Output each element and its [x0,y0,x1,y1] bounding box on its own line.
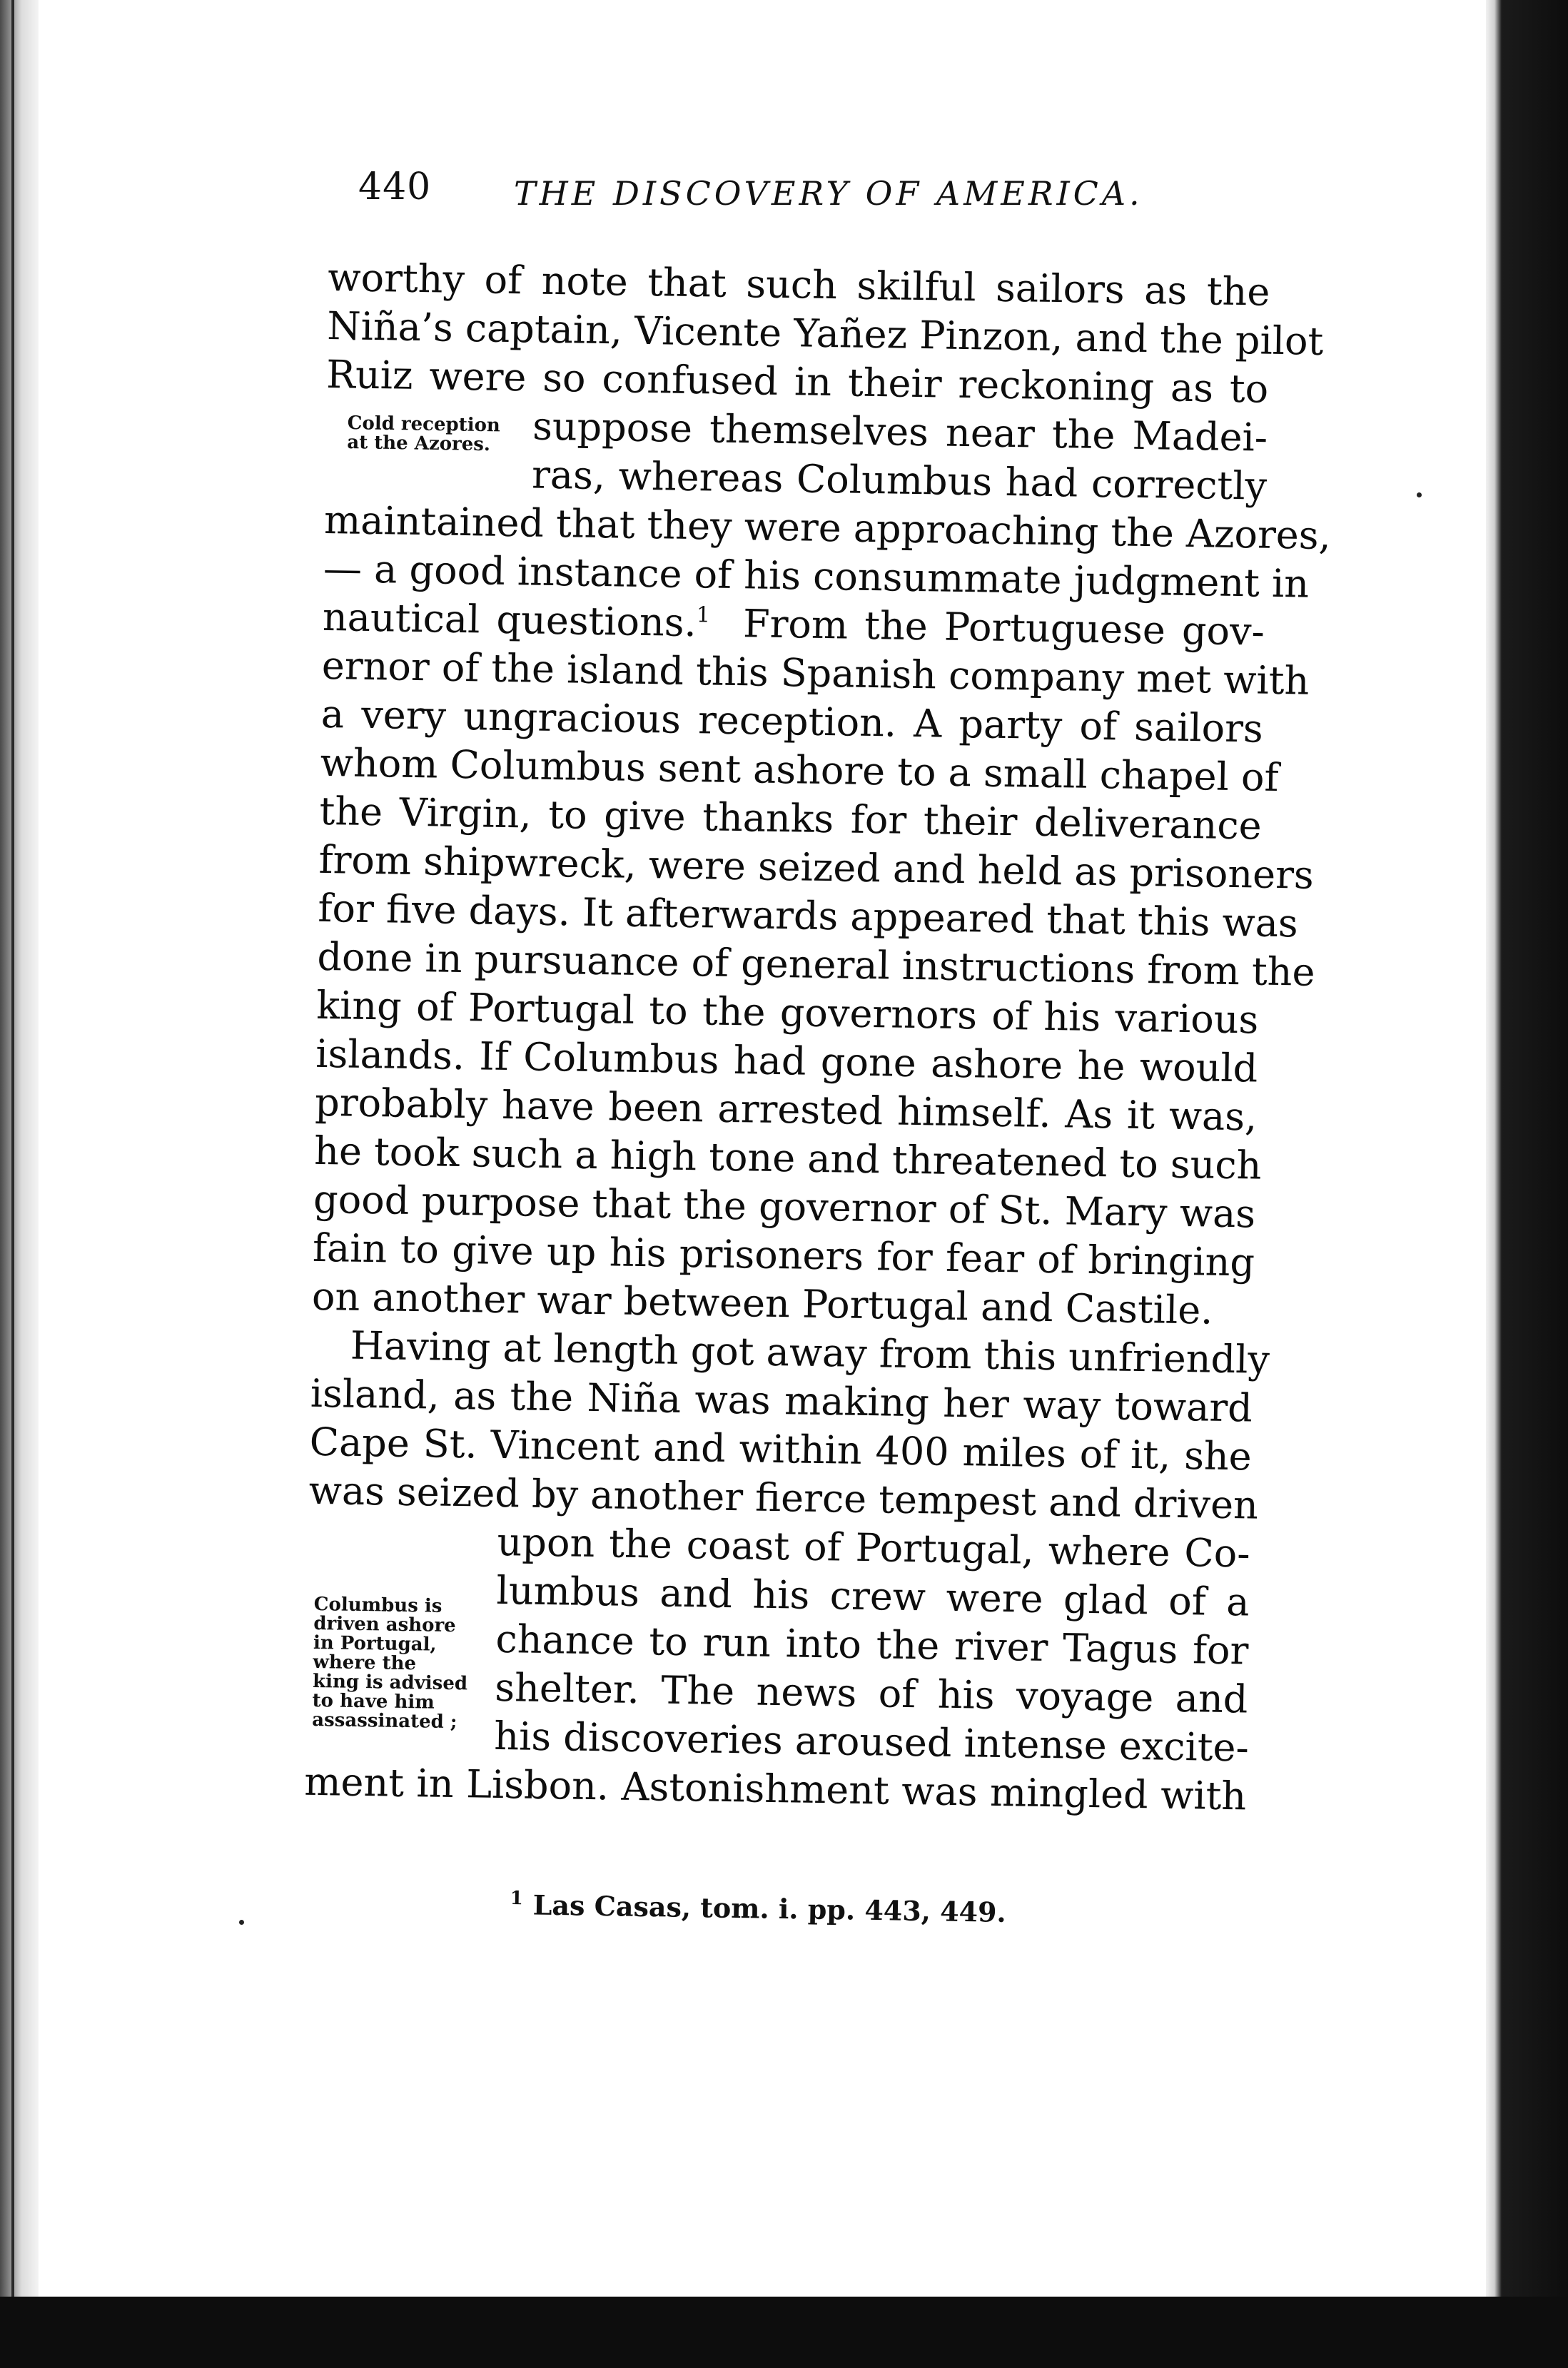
sidenote-line: driven ashore [313,1612,456,1637]
left-binding-line [11,0,14,2368]
sidenote-line: assassinated ; [312,1709,457,1734]
text-line: a very ungracious reception. A party of sailors [320,691,1264,752]
text-line: Niña’s captain, Vicente Yañez Pinzon, and the pilot [326,303,1324,364]
text-line: suppose themselves near the Madei- [532,403,1268,460]
text-line: Having at length got away from this unfriendly [350,1322,1270,1382]
sidenote-line: to have him [312,1689,435,1714]
left-scan-edge [0,0,39,2368]
text-line: was seized by another fierce tempest and driven [308,1467,1259,1528]
page-number: 440 [358,166,432,208]
text-line: Cape St. Vincent and within 400 miles of it, she [309,1419,1253,1479]
text-line: for five days. It afterwards appeared that this was [318,885,1299,946]
sidenote-line: Cold reception [347,413,501,437]
text-line: whom Columbus sent ashore to a small chapel of [320,739,1279,801]
sidenote-line: where the [313,1651,417,1675]
text-fragment: nautical questions. [322,594,697,646]
paragraph-1 [311,253,1332,1336]
paragraph-2 [303,1321,1270,1821]
footnote-reference: 1 [696,602,711,628]
sidenote-line: king is advised [312,1670,468,1695]
bottom-scan-edge [0,2297,1568,2368]
text-line: king of Portugal to the governors of his various [315,982,1259,1043]
body-text [303,253,1332,1821]
text-line: ernor of the island this Spanish company met with [321,642,1310,704]
text-line: chance to run into the river Tagus for [495,1616,1249,1674]
right-scan-edge [1486,0,1568,2368]
text-fragment: From the Portuguese gov- [742,601,1265,654]
text-line: island, as the Niña was making her way toward [310,1370,1253,1431]
footnote-mark: 1 [510,1888,524,1910]
text-line: lumbus and his crew were glad of a [496,1567,1250,1625]
footnote [510,1888,1006,1928]
text-line: done in pursuance of general instructions from the [317,933,1315,995]
text-line: the Virgin, to give thanks for their deliverance [319,788,1263,849]
speck [1417,492,1422,497]
text-line: his discoveries aroused intense excite- [493,1713,1250,1771]
text-line: he took such a high tone and threatened to such [313,1128,1262,1188]
sidenote-line: Columbus is [313,1594,442,1617]
text-line: ment in Lisbon. Astonishment was mingled with [303,1759,1247,1819]
text-line: Ruiz were so confused in their reckoning as to [325,351,1269,412]
sidenote-line: in Portugal, [313,1631,437,1656]
sidenote-line: at the Azores. [347,431,491,456]
text-line: from shipwreck, were seized and held as prisoners [318,836,1315,898]
text-line: ras, whereas Columbus had correctly [531,452,1268,509]
text-line: islands. If Columbus had gone ashore he would [315,1031,1258,1091]
footnote-text: Las Casas, tom. i. pp. 443, 449. [532,1888,1007,1928]
speck [239,1920,244,1925]
text-line: good purpose that the governor of St. Mary was [313,1176,1256,1237]
running-head: THE DISCOVERY OF AMERICA. [514,174,1143,213]
text-line: probably have been arrested himself. As it was, [314,1079,1258,1140]
text-line: worthy of note that such skilful sailors as the [327,254,1270,315]
text-line: maintained that they were approaching the Azores, [323,497,1332,559]
text-line: upon the coast of Portugal, where Co- [497,1519,1251,1577]
text-line: fain to give up his prisoners for fear of bringing [312,1225,1255,1285]
text-line: — a good instance of his consummate judgment in [323,545,1310,607]
text-line: shelter. The news of his voyage and [494,1664,1248,1722]
text-line: on another war between Portugal and Castile. [311,1273,1213,1333]
